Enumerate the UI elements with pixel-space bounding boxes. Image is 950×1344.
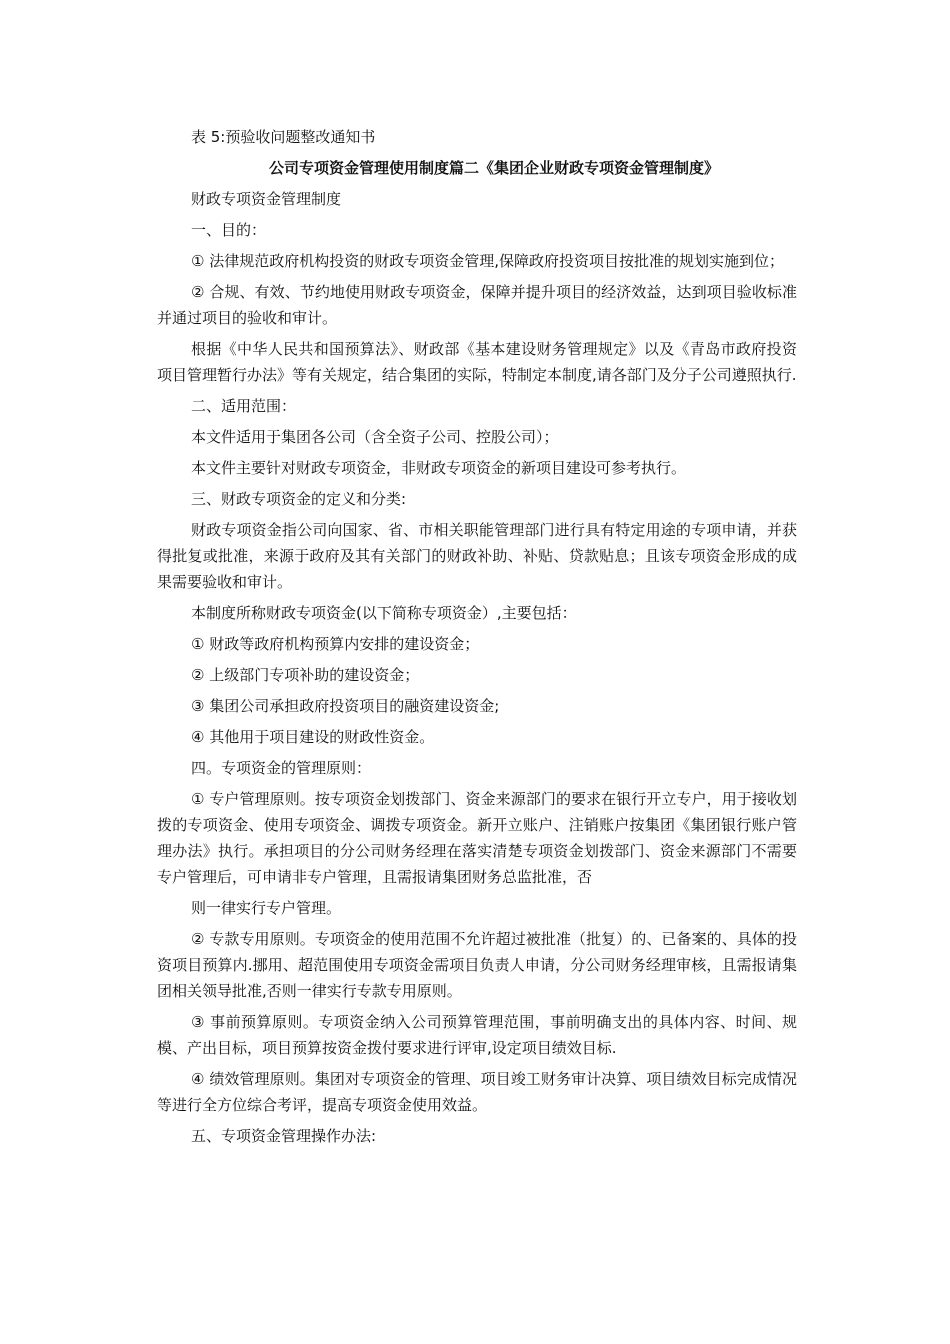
paragraph: 本制度所称财政专项资金(以下简称专项资金）,主要包括： (191, 604, 577, 622)
paragraph: 根据《中华人民共和国预算法》、财政部《基本建设财务管理规定》以及《青岛市政府投资项目管理暂行办法》等有关规定，结合集团的实际，特制定本制度,请各部门及分子公司遵照执行. (157, 340, 797, 384)
paragraph: ③ 事前预算原则。专项资金纳入公司预算管理范围，事前明确支出的具体内容、时间、规模、产出目标，项目预算按资金拨付要求进行评审,设定项目绩效目标. (157, 1013, 797, 1057)
paragraph: 财政专项资金指公司向国家、省、市相关职能管理部门进行具有特定用途的专项申请，并获得批复或批准，来源于政府及其有关部门的财政补助、补贴、贷款贴息；且该专项资金形成的成果需要验收和审计。 (157, 521, 797, 591)
section-heading-operations: 五、专项资金管理操作办法: (191, 1127, 377, 1145)
paragraph: 财政专项资金管理制度 (191, 190, 342, 208)
document-title: 公司专项资金管理使用制度篇二《集团企业财政专项资金管理制度》 (268, 159, 719, 177)
paragraph: ④ 绩效管理原则。集团对专项资金的管理、项目竣工财务审计决算、项目绩效目标完成情况等进行全方位综合考评，提高专项资金使用效益。 (157, 1070, 797, 1114)
paragraph: ② 合规、有效、节约地使用财政专项资金，保障并提升项目的经济效益，达到项目验收标准并通过项目的验收和审计。 (157, 283, 797, 327)
section-heading-principles: 四。专项资金的管理原则： (191, 759, 372, 777)
paragraph: 本文件主要针对财政专项资金，非财政专项资金的新项目建设可参考执行。 (191, 459, 687, 477)
paragraph: ① 法律规范政府机构投资的财政专项资金管理,保障政府投资项目按批准的规划实施到位； (191, 252, 784, 270)
list-item: ① 财政等政府机构预算内安排的建设资金； (191, 635, 480, 653)
paragraph: 本文件适用于集团各公司（含全资子公司、控股公司）； (191, 428, 559, 446)
section-heading-purpose: 一、目的： (191, 221, 267, 239)
section-heading-scope: 二、适用范围： (191, 397, 297, 415)
paragraph: ② 专款专用原则。专项资金的使用范围不允许超过被批准（批复）的、已备案的、具体的投资项目预算内.挪用、超范围使用专项资金需项目负责人申请，分公司财务经理审核，且需报请集团相关领导批准,否则一律实行专款专用原则。 (157, 930, 797, 1000)
paragraph: 则一律实行专户管理。 (191, 899, 342, 917)
section-heading-definition: 三、财政专项资金的定义和分类: (191, 490, 407, 508)
paragraph: ① 专户管理原则。按专项资金划拨部门、资金来源部门的要求在银行开立专户，用于接收划拨的专项资金、使用专项资金、调拨专项资金。新开立账户、注销账户按集团《集团银行账户管理办法》执行。承担项目的分公司财务经理在落实清楚专项资金划拨部门、资金来源部门不需要专户管理后，可申请非专户管理，且需报请集团财务总监批准，否 (157, 790, 797, 886)
table-caption: 表 5:预验收问题整改通知书 (191, 128, 376, 146)
list-item: ② 上级部门专项补助的建设资金； (191, 666, 420, 684)
document-page (157, 124, 797, 1154)
list-item: ④ 其他用于项目建设的财政性资金。 (191, 728, 435, 746)
list-item: ③ 集团公司承担政府投资项目的融资建设资金; (191, 697, 500, 715)
